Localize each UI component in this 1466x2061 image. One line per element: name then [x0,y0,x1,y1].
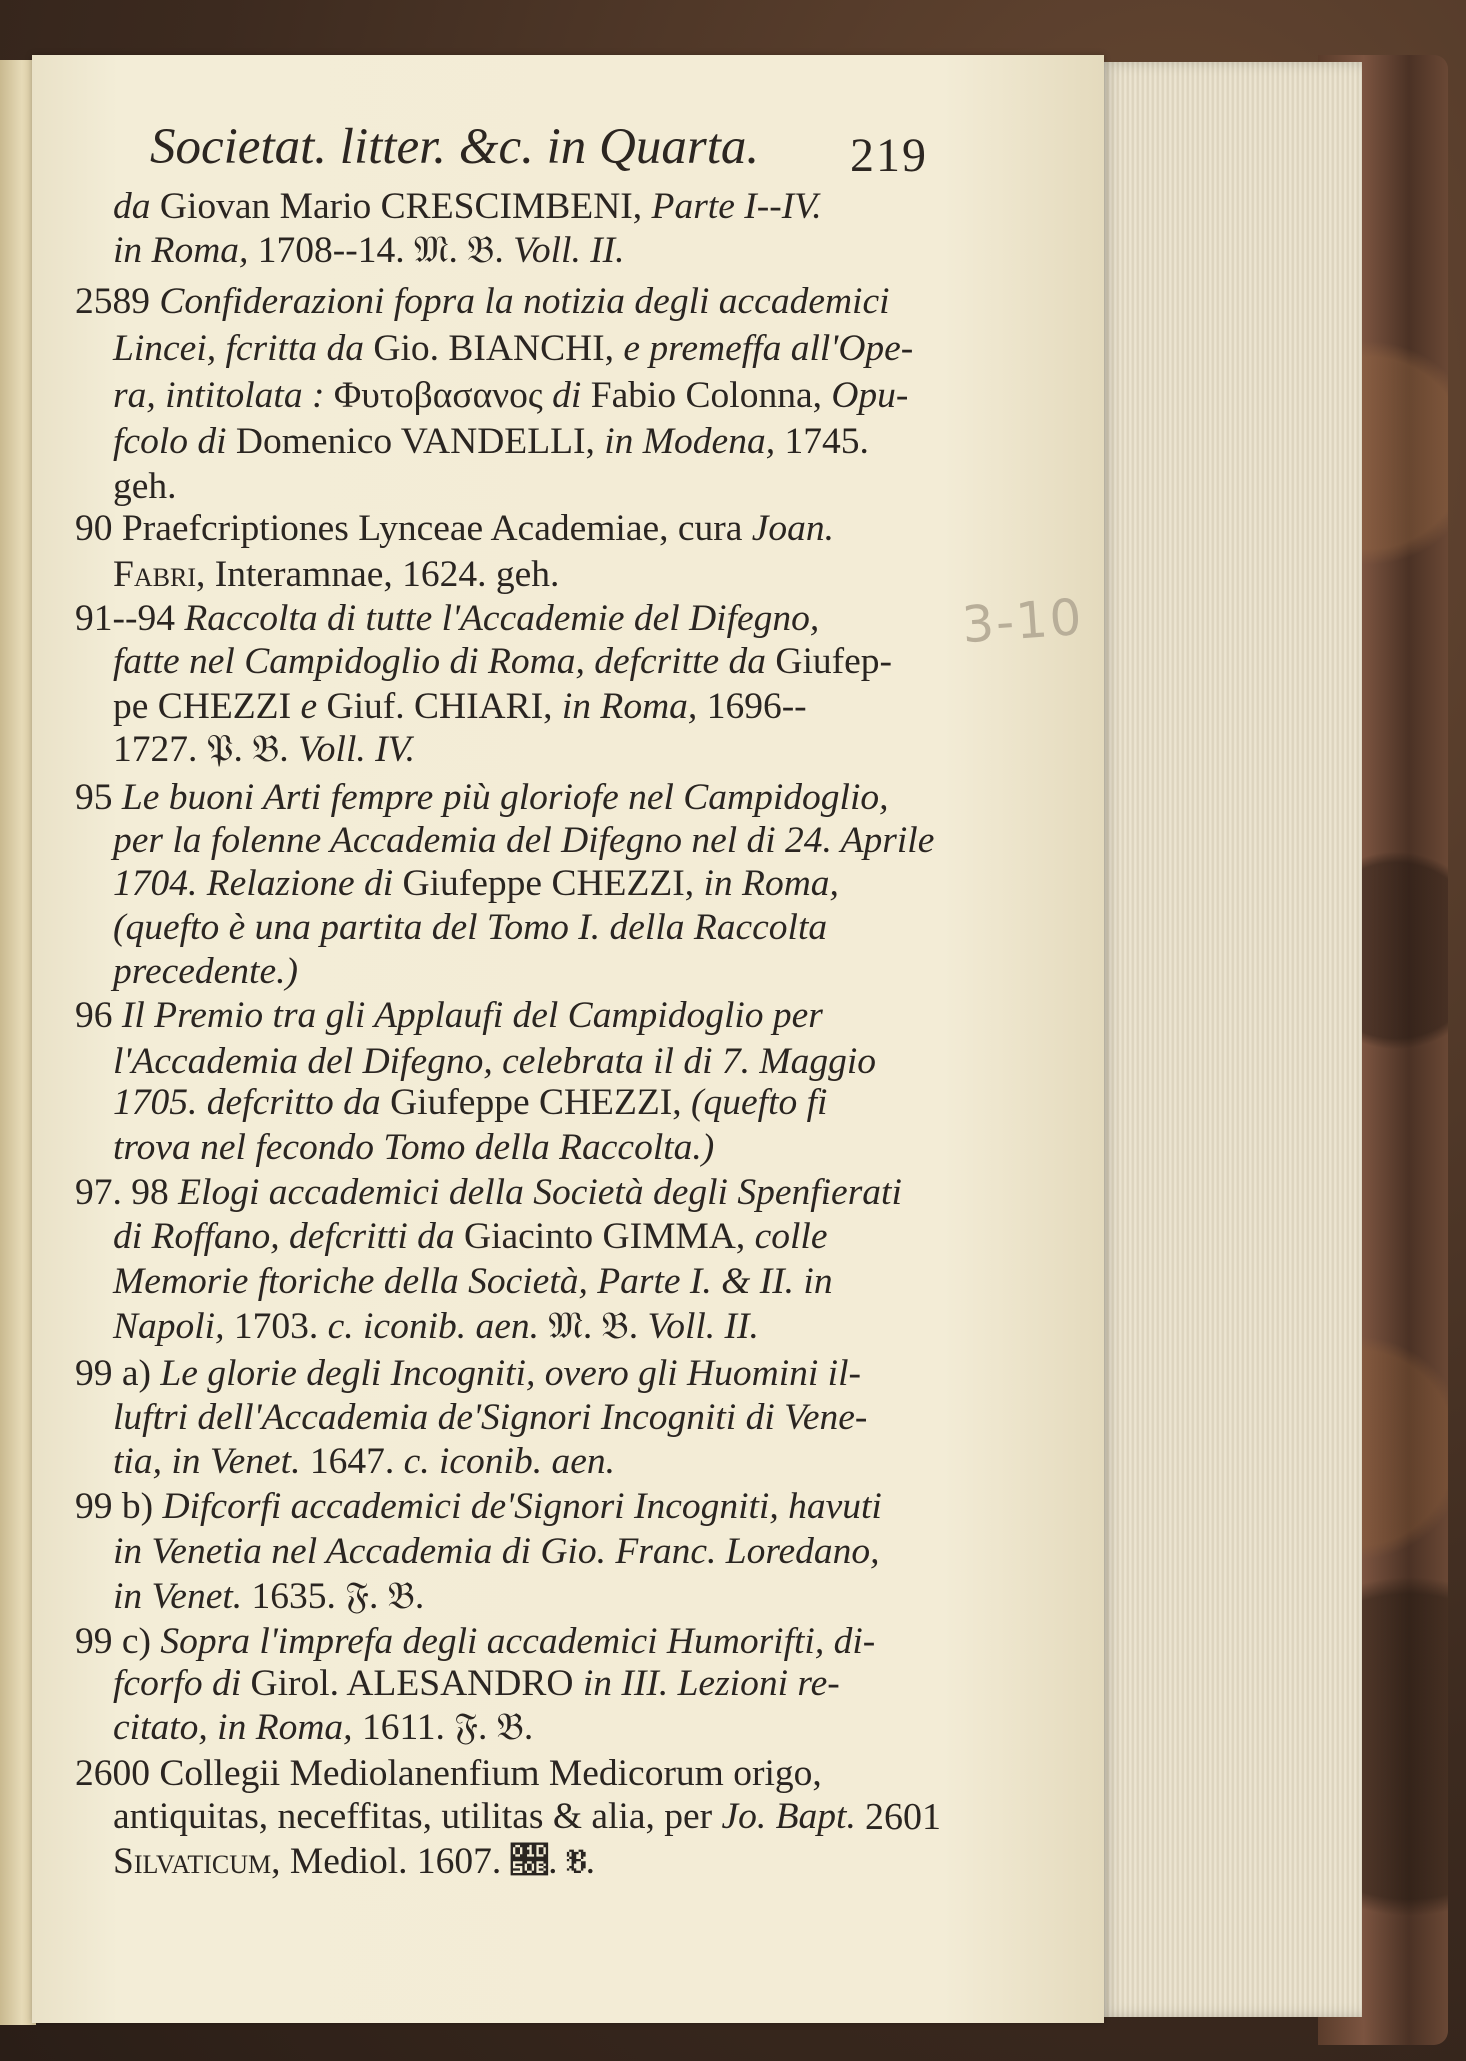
entry-line [113,906,827,949]
entry-text: 𝔐. 𝔅. [414,230,514,271]
entry-line [113,1040,876,1083]
entry-text: 96 [75,995,122,1036]
entry-line [113,1260,833,1303]
catchword: 2601 [865,1796,941,1838]
entry-line [75,1752,822,1795]
entry-line [75,1620,875,1663]
entry-text: 1705. defcritto da [113,1082,391,1123]
entry-text: Confiderazioni fopra la notizia degli accademici [159,281,890,322]
entry-text: 99 a) [75,1353,161,1394]
entry-line [113,1081,827,1124]
entry-line [113,1530,880,1573]
entry-text: Relazione di [206,863,403,904]
entry-text: Giacinto GIMMA, [464,1216,755,1257]
entry-text: antiquitas, neceffitas, utilitas & alia, per [113,1796,722,1837]
entry-text: Le glorie degli Incogniti, overo gli Huomini il- [160,1353,861,1394]
entry-text: colle [754,1216,828,1257]
entry-text: e [300,686,327,727]
entry-text: Giufep- [775,641,893,682]
book-page [32,55,1104,2023]
entry-text: tia, in Venet. [113,1441,310,1482]
entry-text: Giufeppe CHEZZI, [390,1082,692,1123]
entry-text: Joan. [751,508,835,549]
entry-text: Giovan Mario CRESCIMBENI, [159,186,652,227]
entry-line [113,640,892,683]
entry-text: c. iconib. aen. [327,1306,549,1347]
entry-text: Voll. II. [513,230,625,271]
entry-text: Voll. II. [647,1306,759,1347]
entry-text: in Venetia nel Accademia di Gio. Franc. Loredano, [113,1531,880,1572]
entry-text: fcorfo di [113,1663,251,1704]
entry-text: in III. Lezioni re- [582,1663,840,1704]
entry-line [113,1440,615,1483]
entry-text: in Roma, [113,230,258,271]
entry-text: 99 b) [75,1486,163,1527]
entry-text: 1727. 𝔓. 𝔅. [113,729,299,770]
running-head: Societat. litter. &c. in Quarta. [150,119,760,175]
entry-text: luftri dell'Accademia de'Signori Incogniti di Vene- [113,1397,868,1438]
entry-text: in Venet. [113,1576,252,1617]
entry-text: , Interamnae, 1624. geh. [195,554,560,595]
entry-text: Jo. Bapt. [721,1796,856,1837]
entry-text: ra, intitolata : [113,375,334,416]
entry-text: 1635. 𝔉. 𝔅. [251,1576,425,1617]
entry-text: in Modena, [604,421,785,462]
entry-text: Gio. BIANCHI, [373,328,624,369]
entry-line [113,1706,533,1749]
entry-text: Giufeppe CHEZZI, [402,863,704,904]
entry-line [75,597,819,640]
entry-text: Voll. IV. [298,729,416,770]
entry-line [113,553,559,596]
entry-text: 1696-- [706,686,807,727]
entry-line [113,1662,840,1705]
entry-text: Silvaticum [113,1841,272,1882]
entry-line [75,507,834,550]
entry-text: geh. [113,466,177,507]
entry-text: c. iconib. aen. [403,1441,615,1482]
entry-line [113,1305,759,1348]
entry-text: fcolo di [113,421,236,462]
entry-text: 90 Praefcriptiones Lynceae Academiae, cura [75,508,752,549]
entry-text: Opu- [831,375,909,416]
entry-line [113,1126,714,1169]
entry-text: Fabio Colonna, [590,375,832,416]
entry-text: Raccolta di tutte l'Accademie del Difegno, [184,598,820,639]
entry-text: 2600 Collegii Mediolanenfium Medicorum origo, [75,1753,822,1794]
entry-text: Fabri [113,554,196,595]
entry-line [113,420,869,463]
entry-line [75,280,890,323]
entry-text: (quefto fi [691,1082,828,1123]
entry-text: Lincei, fcritta da [113,328,374,369]
entry-text: Giuf. CHIARI, [326,686,562,727]
previous-page-edge [0,60,36,2025]
entry-text: fatte nel Campidoglio di Roma, defcritte da [113,641,776,682]
entry-line [113,685,807,728]
entry-text: di Roffano, defcritti da [113,1216,465,1257]
entry-line [75,1485,882,1528]
entry-text: 1745. [784,421,869,462]
entry-line [75,1171,902,1214]
entry-text: Domenico VANDELLI, [235,421,605,462]
entry-text: da [113,186,160,227]
entry-text: per la folenne Accademia del Difegno nel di 24. Aprile [113,820,935,861]
entry-text: Il Premio tra gli Applaufi del Campidoglio per [121,995,823,1036]
entry-text: citato, in Roma, [113,1707,362,1748]
entry-line [113,950,298,993]
entry-text: 𝔐. 𝔅. [548,1306,648,1347]
entry-text: Le buoni Arti fempre più gloriofe nel Campidoglio, [121,777,889,818]
entry-line [113,728,415,771]
entry-line [113,327,913,370]
entry-text: 1704. [113,863,207,904]
entry-text: in Roma, [561,686,707,727]
entry-line [75,1352,861,1395]
entry-text: 1708--14. [257,230,415,271]
entry-text: Φυτοβασανος [333,375,553,416]
entry-line [113,229,625,272]
entry-text: trova nel fecondo Tomo della Raccolta.) [113,1127,715,1168]
entry-text: (quefto è una partita del Tomo I. della Raccolta [113,907,828,948]
entry-line [113,1396,867,1439]
entry-line [113,465,177,508]
entry-text: Elogi accademici della Società degli Spenfierati [178,1172,902,1213]
entry-text: Sopra l'imprefa degli accademici Humorifti, di- [160,1621,876,1662]
page-edges [1100,62,1362,2017]
entry-line [75,776,889,819]
entry-text: e premeffa all'Ope- [623,328,914,369]
entry-line [75,994,823,1037]
entry-line [113,374,908,417]
entry-line [113,862,839,905]
entry-text: Parte I--IV. [651,186,822,227]
entry-text: di [552,375,591,416]
entry-text: 1647. [309,1441,404,1482]
entry-text: 91--94 [75,598,185,639]
entry-text: 99 c) [75,1621,161,1662]
entry-text: Difcorfi accademici de'Signori Incogniti, havuti [162,1486,882,1527]
entry-text: l'Accademia del Difegno, celebrata il di 7. Maggio [113,1041,877,1082]
entry-text: 95 [75,777,122,818]
entry-line [113,1795,856,1838]
entry-text: Memorie ftoriche della Società, Parte I. & II. in [113,1261,833,1302]
entry-text: 1611. 𝔉. 𝔅. [361,1707,534,1748]
entry-line [113,1840,595,1883]
entry-text: , Mediol. 1607. 𝔋. 𝔅. [271,1841,596,1882]
entry-text: pe CHEZZI [113,686,301,727]
entry-text: in Roma, [703,863,839,904]
entry-line [113,1215,828,1258]
entry-text: Napoli, [113,1306,234,1347]
entry-line [113,1575,424,1618]
page-number: 219 [850,129,928,182]
entry-text: precedente.) [113,951,298,992]
entry-text: Girol. ALESANDRO [250,1663,583,1704]
entry-line [113,185,822,228]
entry-text: 1703. [233,1306,328,1347]
pencil-annotation: 3-10 [960,587,1086,655]
entry-text: 97. 98 [75,1172,179,1213]
entry-line [113,819,934,862]
entry-text: 2589 [75,281,160,322]
